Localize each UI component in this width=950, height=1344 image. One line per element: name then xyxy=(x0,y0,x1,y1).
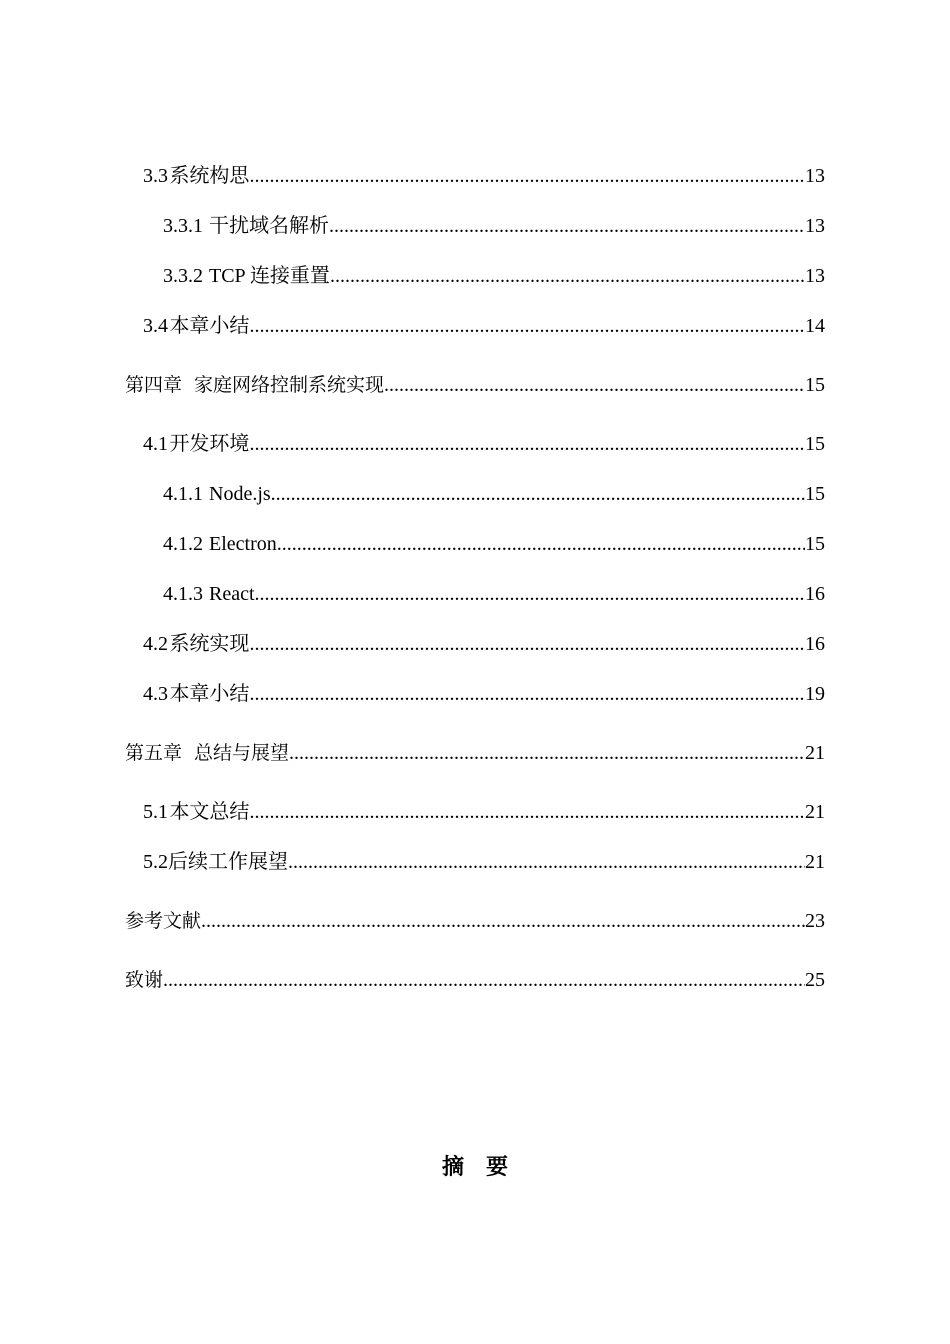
toc-page-number: 15 xyxy=(805,483,825,505)
toc-page-number: 13 xyxy=(805,265,825,287)
toc-dot-leader xyxy=(249,632,805,656)
toc-entry-title: React xyxy=(209,583,255,605)
toc-dot-leader xyxy=(249,800,805,824)
toc-entry[interactable] xyxy=(143,432,825,456)
toc-page-number: 21 xyxy=(805,801,825,823)
toc-entry-title: 本章小结 xyxy=(169,315,250,337)
toc-dot-leader xyxy=(249,432,805,456)
toc-dot-leader xyxy=(255,582,805,606)
toc-dot-leader xyxy=(329,214,805,238)
toc-dot-leader xyxy=(163,968,805,992)
toc-entry-title: 系统实现 xyxy=(169,633,250,655)
toc-page-number: 13 xyxy=(805,165,825,187)
toc-dot-leader xyxy=(277,532,805,556)
toc-entry[interactable] xyxy=(143,800,825,824)
toc-entry-number: 第五章 xyxy=(125,742,183,764)
toc-dot-leader xyxy=(271,482,805,506)
toc-entry-title: 家庭网络控制系统实现 xyxy=(194,374,385,396)
toc-entry[interactable] xyxy=(143,850,825,874)
toc-dot-leader xyxy=(249,164,805,188)
toc-page-number: 15 xyxy=(805,533,825,555)
toc-entry-title: TCP 连接重置 xyxy=(209,265,330,287)
toc-entry-title: 致谢 xyxy=(125,969,164,991)
toc-page-number: 14 xyxy=(805,315,825,337)
toc-page-number: 19 xyxy=(805,683,825,705)
toc-entry[interactable] xyxy=(163,264,825,288)
toc-entry-number: 4.1.1 xyxy=(163,483,203,505)
toc-entry[interactable] xyxy=(125,741,825,765)
toc-entry[interactable] xyxy=(163,532,825,556)
toc-entry[interactable] xyxy=(163,482,825,506)
toc-dot-leader xyxy=(201,909,805,933)
toc-page-number: 23 xyxy=(805,910,825,932)
toc-entry-title: 本文总结 xyxy=(169,801,250,823)
toc-page-number: 21 xyxy=(805,742,825,764)
toc-entry-number: 4.2 xyxy=(143,633,168,655)
toc-entry[interactable] xyxy=(143,164,825,188)
toc-page-number: 25 xyxy=(805,969,825,991)
toc-entry-title: 干扰域名解析 xyxy=(209,215,329,237)
toc-page-number: 15 xyxy=(805,433,825,455)
toc-entry-title: 开发环境 xyxy=(169,433,250,455)
toc-dot-leader xyxy=(384,373,805,397)
toc-entry-number: 5.2 xyxy=(143,851,168,873)
toc-entry-title: Electron xyxy=(209,533,277,555)
toc-dot-leader xyxy=(249,314,805,338)
toc-page-number: 13 xyxy=(805,215,825,237)
toc-page-number: 21 xyxy=(805,851,825,873)
toc-entry-number: 3.3 xyxy=(143,165,168,187)
toc-entry[interactable] xyxy=(163,582,825,606)
toc-entry-number: 5.1 xyxy=(143,801,168,823)
toc-dot-leader xyxy=(249,682,805,706)
toc-entry-number: 4.1.2 xyxy=(163,533,203,555)
toc-entry-title: Node.js xyxy=(209,483,271,505)
toc-entry[interactable] xyxy=(125,968,825,992)
toc-entry-number: 4.3 xyxy=(143,683,168,705)
toc-entry-title: 系统构思 xyxy=(169,165,250,187)
toc-dot-leader xyxy=(330,264,805,288)
toc-entry-number: 3.3.2 xyxy=(163,265,203,287)
toc-entry[interactable] xyxy=(143,314,825,338)
toc-entry[interactable] xyxy=(125,909,825,933)
toc-entry-title: 后续工作展望 xyxy=(168,851,288,873)
toc-page-number: 16 xyxy=(805,633,825,655)
toc-entry-title: 总结与展望 xyxy=(194,742,290,764)
toc-entry-title: 参考文献 xyxy=(125,910,202,932)
toc-dot-leader xyxy=(288,850,805,874)
toc-entry[interactable] xyxy=(143,682,825,706)
toc-entry-number: 4.1 xyxy=(143,433,168,455)
toc-entry-number: 3.3.1 xyxy=(163,215,203,237)
toc-entry-title: 本章小结 xyxy=(169,683,250,705)
toc-entry-number: 第四章 xyxy=(125,374,183,396)
toc-entry-number: 3.4 xyxy=(143,315,168,337)
abstract-heading: 摘要 xyxy=(441,1155,530,1180)
toc-entry[interactable] xyxy=(125,373,825,397)
toc-entry[interactable] xyxy=(163,214,825,238)
toc-dot-leader xyxy=(289,741,805,765)
toc-entry-number: 4.1.3 xyxy=(163,583,203,605)
toc-page-number: 16 xyxy=(805,583,825,605)
toc-page-number: 15 xyxy=(805,374,825,396)
toc-entry[interactable] xyxy=(143,632,825,656)
